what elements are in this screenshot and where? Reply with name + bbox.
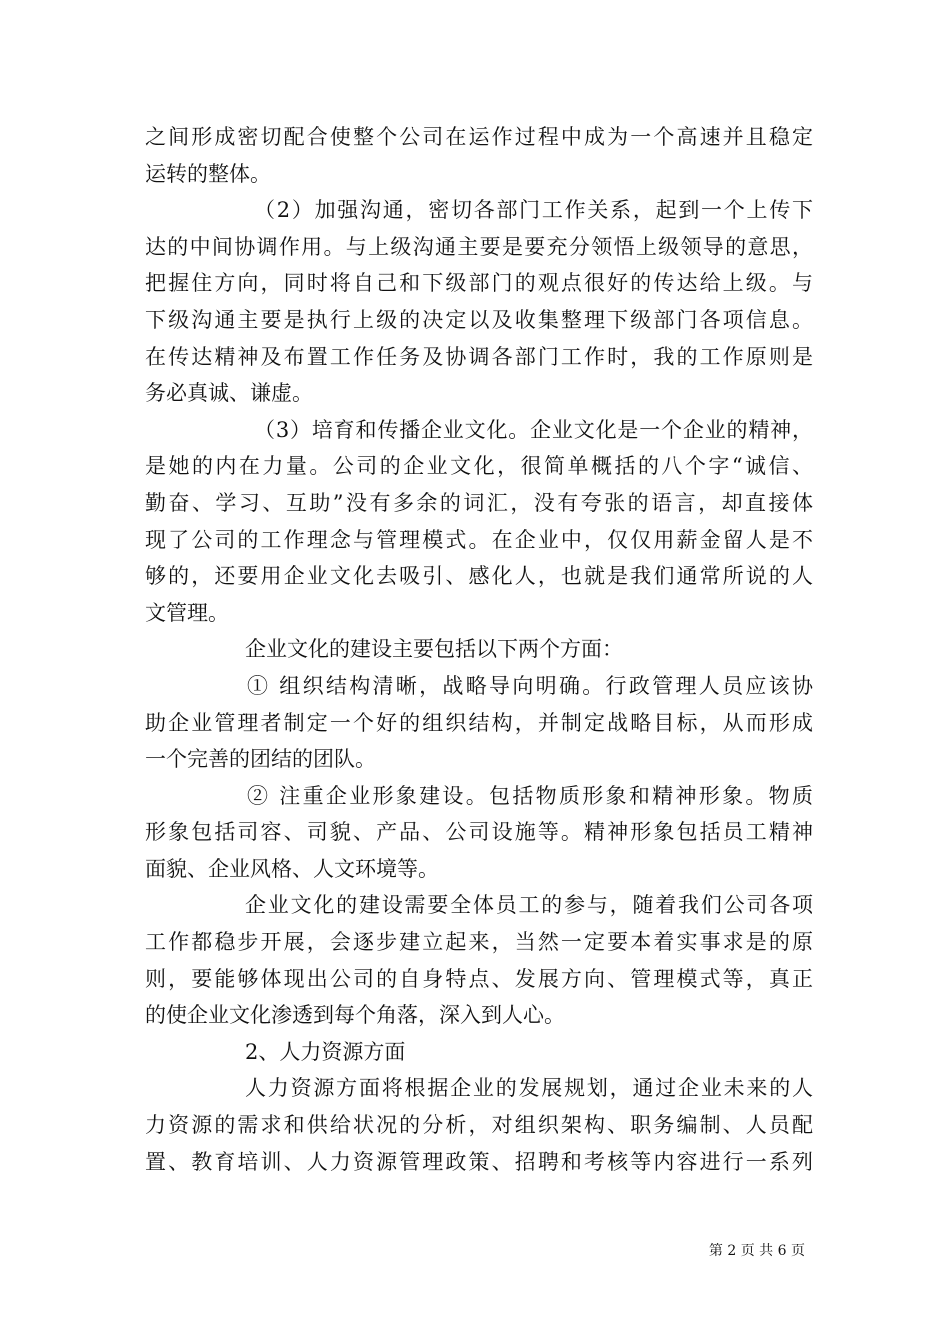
- section-heading: 2、人力资源方面: [245, 1039, 406, 1064]
- text-line: 一个完善的团结的团队。: [145, 747, 376, 772]
- text-line: 够的，还要用企业文化去吸引、感化人，也就是我们通常所说的人: [145, 564, 813, 589]
- text-line: 现了公司的工作理念与管理模式。在企业中，仅仅用薪金留人是不: [145, 527, 813, 552]
- text-line: 形象包括司容、司貌、产品、公司设施等。精神形象包括员工精神: [145, 820, 813, 845]
- text-line: 在传达精神及布置工作任务及协调各部门工作时，我的工作原则是: [145, 344, 813, 369]
- text-line: （3）培育和传播企业文化。企业文化是一个企业的精神，: [254, 417, 813, 442]
- text-line: 企业文化的建设主要包括以下两个方面：: [245, 637, 623, 662]
- text-line: ① 组织结构清晰，战略导向明确。行政管理人员应该协: [247, 673, 813, 698]
- text-line: 务必真诚、谦虚。: [145, 381, 313, 406]
- text-line: 文管理。: [145, 600, 229, 625]
- text-line: 是她的内在力量。公司的企业文化，很简单概括的八个字“诚信、: [145, 454, 813, 479]
- document-body: [145, 119, 813, 1180]
- text-line: 置、教育培训、人力资源管理政策、招聘和考核等内容进行一系列: [145, 1149, 813, 1174]
- text-line: 之间形成密切配合使整个公司在运作过程中成为一个高速并且稳定: [145, 125, 813, 149]
- text-line: 达的中间协调作用。与上级沟通主要是要充分领悟上级领导的意思，: [145, 234, 813, 259]
- text-line: 把握住方向，同时将自己和下级部门的观点很好的传达给上级。与: [145, 271, 813, 296]
- text-line: 力资源的需求和供给状况的分析，对组织架构、职务编制、人员配: [145, 1113, 813, 1138]
- text-line: （2）加强沟通，密切各部门工作关系，起到一个上传下: [254, 198, 813, 223]
- text-line: 工作都稳步开展，会逐步建立起来，当然一定要本着实事求是的原: [145, 930, 813, 955]
- text-line: 下级沟通主要是执行上级的决定以及收集整理下级部门各项信息。: [145, 307, 813, 332]
- text-line: 企业文化的建设需要全体员工的参与，随着我们公司各项: [245, 893, 813, 918]
- text-line: 运转的整体。: [145, 161, 271, 186]
- text-line: 则，要能够体现出公司的自身特点、发展方向、管理模式等，真正: [145, 966, 813, 991]
- text-line: 面貌、企业风格、人文环境等。: [145, 856, 439, 881]
- text-line: 人力资源方面将根据企业的发展规划，通过企业未来的人: [245, 1076, 813, 1101]
- text-line: ② 注重企业形象建设。包括物质形象和精神形象。物质: [247, 783, 813, 808]
- text-line: 的使企业文化渗透到每个角落，深入到人心。: [145, 1003, 565, 1028]
- page-number-footer: 第 2 页 共 6 页: [708, 1243, 805, 1259]
- text-line: 助企业管理者制定一个好的组织结构，并制定战略目标，从而形成: [145, 710, 813, 735]
- text-line: 勤奋、学习、互助”没有多余的词汇，没有夸张的语言，却直接体: [145, 490, 813, 515]
